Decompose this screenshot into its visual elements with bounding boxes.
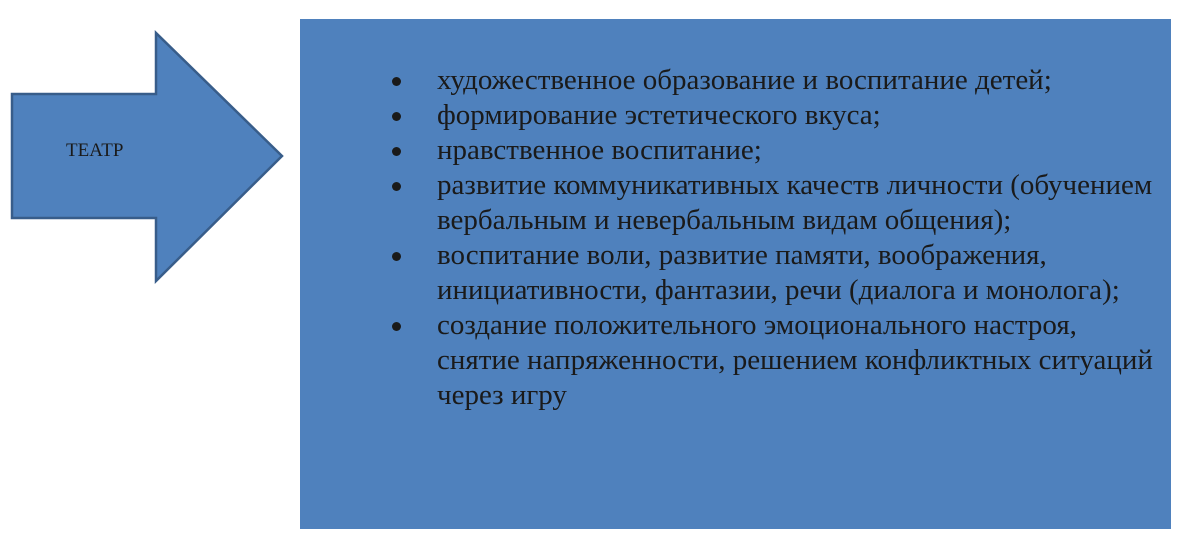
- list-item: [300, 238, 1157, 308]
- list-item: [300, 133, 1157, 168]
- list-item-text: развитие коммуникативных качеств личности (обучением вербальным и невербальным видам общения);: [437, 169, 1153, 236]
- list-item: [300, 308, 1157, 413]
- benefits-box: [300, 19, 1171, 529]
- bullet-icon: [392, 182, 401, 191]
- list-item-text: формирование эстетического вкуса;: [437, 99, 881, 131]
- bullet-icon: [392, 252, 401, 261]
- bullet-icon: [392, 322, 401, 331]
- arrow-label: ТЕАТР: [66, 140, 124, 161]
- theatre-arrow: [0, 0, 300, 300]
- list-item-text: воспитание воли, развитие памяти, воображения, инициативности, фантазии, речи (диалога и монолога);: [437, 239, 1120, 306]
- bullet-icon: [392, 77, 401, 86]
- list-item-text: художественное образование и воспитание детей;: [437, 64, 1052, 96]
- bullet-icon: [392, 147, 401, 156]
- list-item: [300, 63, 1157, 98]
- list-item-text: создание положительного эмоционального настроя, снятие напряженности, решением конфликтных ситуаций через игру: [437, 309, 1153, 411]
- list-item: [300, 98, 1157, 133]
- bullet-icon: [392, 112, 401, 121]
- list-item-text: нравственное воспитание;: [437, 134, 762, 166]
- arrow-shape: [0, 0, 300, 300]
- list-item: [300, 168, 1157, 238]
- benefits-list: [300, 63, 1157, 413]
